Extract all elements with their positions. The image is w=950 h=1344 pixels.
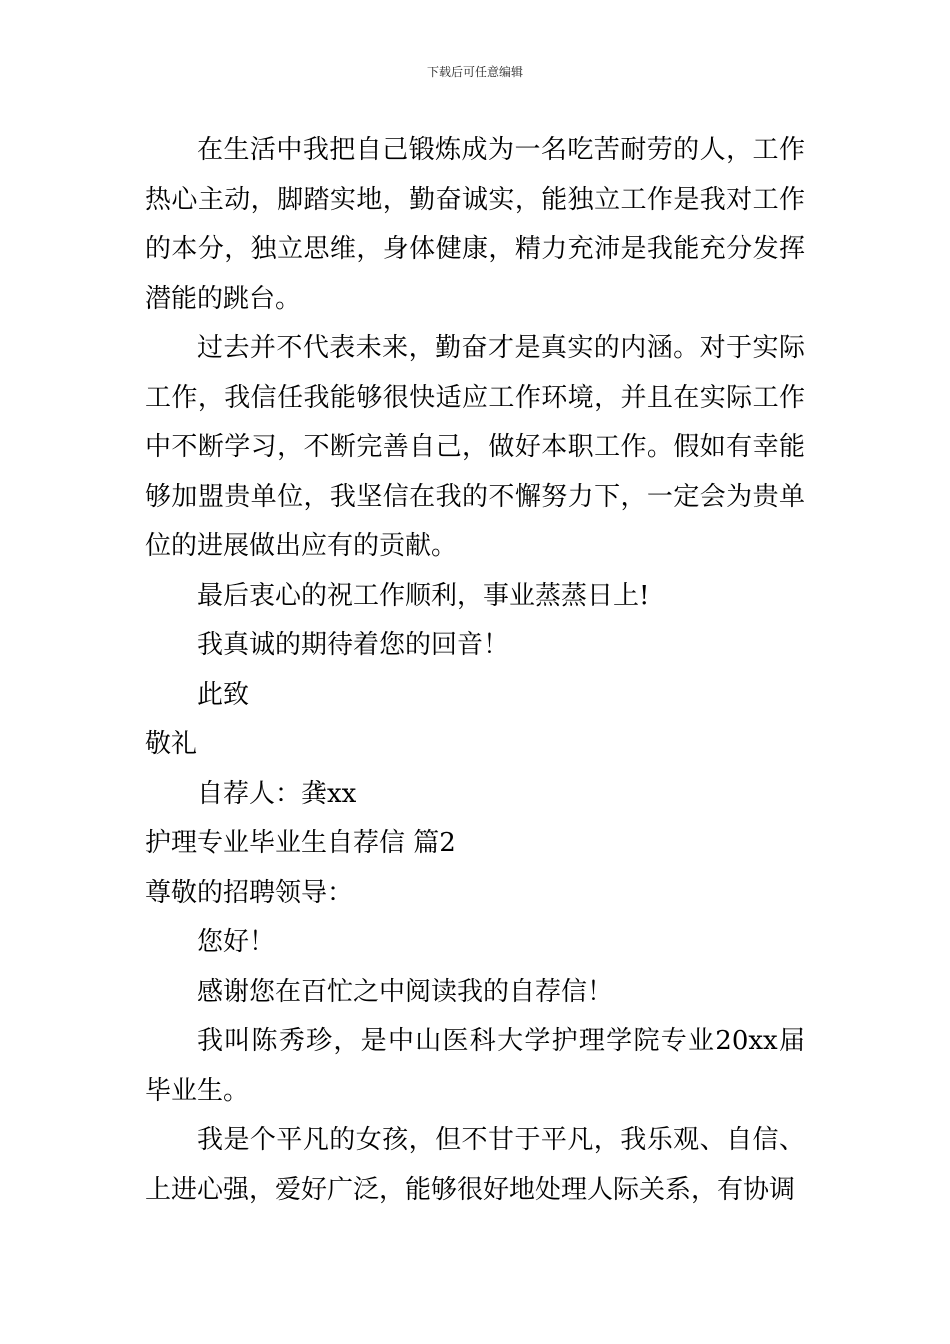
paragraph-self-description: 在生活中我把自己锻炼成为一名吃苦耐劳的人，工作热心主动，脚踏实地，勤奋诚实，能独立工作是我对工作的本分，独立思维，身体健康，精力充沛是我能充分发挥潜能的跳台。	[145, 135, 805, 314]
closing-salutation: 此致	[197, 679, 250, 710]
paragraph-personality: 我是个平凡的女孩，但不甘于平凡，我乐观、自信、上进心强，爱好广泛，能够很好地处理人际关系，有协调	[145, 1125, 805, 1205]
closing-regards: 敬礼	[145, 729, 198, 759]
paragraph-thanks: 感谢您在百忙之中阅读我的自荐信！	[197, 976, 614, 1007]
greeting-hello: 您好！	[197, 927, 276, 957]
paragraph-awaiting-reply: 我真诚的期待着您的回音！	[197, 630, 510, 660]
section-title: 护理专业毕业生自荐信 篇2	[145, 828, 456, 858]
paragraph-wishes: 最后衷心的祝工作顺利，事业蒸蒸日上!	[197, 580, 650, 611]
paragraph-future: 过去并不代表未来，勤奋才是真实的内涵。对于实际工作，我信任我能够很快适应工作环境，并且在实际工作中不断学习，不断完善自己，做好本职工作。假如有幸能够加盟贵单位，我坚信在我的不懈努力下，一定会为贵单位的进展做出应有的贡献。	[145, 333, 805, 561]
greeting-recipient: 尊敬的招聘领导：	[145, 877, 354, 908]
page-header: 下载后可任意编辑	[426, 65, 523, 79]
paragraph-introduction: 我叫陈秀珍，是中山医科大学护理学院专业20xx届毕业生。	[145, 1026, 805, 1106]
document-body	[145, 126, 805, 1215]
signature-line: 自荐人：龚xx	[197, 778, 357, 809]
